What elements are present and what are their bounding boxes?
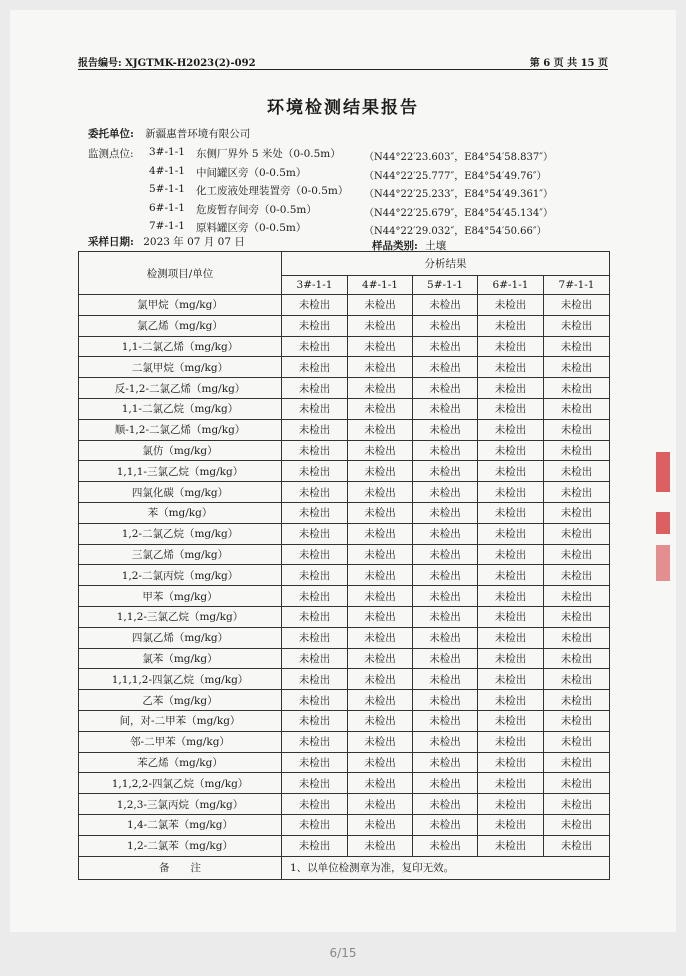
test-item: 1,1,1,2-四氯乙烷（mg/kg） xyxy=(79,669,282,690)
test-item: 1,2-二氯苯（mg/kg） xyxy=(79,835,282,856)
result-cell: 未检出 xyxy=(478,482,544,503)
report-title: 环境检测结果报告 xyxy=(267,98,419,118)
result-cell: 未检出 xyxy=(478,523,544,544)
result-cell: 未检出 xyxy=(282,627,348,648)
result-cell: 未检出 xyxy=(413,398,478,419)
result-cell: 未检出 xyxy=(544,315,610,336)
page-indicator: 6/15 xyxy=(329,946,357,960)
result-cell: 未检出 xyxy=(282,606,348,627)
point-coordinates: （N44°22′25.777″，E84°54′49.76″） xyxy=(364,170,547,182)
result-cell: 未检出 xyxy=(544,794,610,815)
result-cell: 未检出 xyxy=(413,461,478,482)
result-cell: 未检出 xyxy=(282,419,348,440)
table-row xyxy=(79,627,610,648)
test-item: 顺-1,2-二氯乙烯（mg/kg） xyxy=(79,419,282,440)
red-stamp-edge-bottom xyxy=(656,545,670,581)
result-cell: 未检出 xyxy=(478,606,544,627)
result-cell: 未检出 xyxy=(413,627,478,648)
table-row xyxy=(79,544,610,565)
column-header: 5#-1-1 xyxy=(413,276,478,295)
result-cell: 未检出 xyxy=(348,794,413,815)
result-cell: 未检出 xyxy=(544,357,610,378)
result-cell: 未检出 xyxy=(544,419,610,440)
result-cell: 未检出 xyxy=(282,315,348,336)
result-cell: 未检出 xyxy=(348,440,413,461)
result-cell: 未检出 xyxy=(348,357,413,378)
table-row xyxy=(79,690,610,711)
result-cell: 未检出 xyxy=(413,669,478,690)
results-table xyxy=(78,251,610,880)
result-cell: 未检出 xyxy=(544,482,610,503)
result-cell: 未检出 xyxy=(478,627,544,648)
result-cell: 未检出 xyxy=(544,378,610,399)
sampling-date-label: 采样日期: xyxy=(88,236,134,248)
red-stamp-edge-mid xyxy=(656,512,670,534)
result-cell: 未检出 xyxy=(282,710,348,731)
result-cell: 未检出 xyxy=(413,419,478,440)
result-cell: 未检出 xyxy=(413,440,478,461)
result-cell: 未检出 xyxy=(544,523,610,544)
result-cell: 未检出 xyxy=(544,669,610,690)
result-cell: 未检出 xyxy=(348,648,413,669)
result-cell: 未检出 xyxy=(478,461,544,482)
result-cell: 未检出 xyxy=(478,440,544,461)
sample-type-value: 土壤 xyxy=(425,240,447,252)
table-row xyxy=(79,794,610,815)
result-cell: 未检出 xyxy=(413,835,478,856)
result-cell: 未检出 xyxy=(544,752,610,773)
point-coordinates: （N44°22′29.032″，E84°54′50.66″） xyxy=(364,226,547,237)
result-cell: 未检出 xyxy=(478,295,544,316)
result-cell: 未检出 xyxy=(413,773,478,794)
test-item: 甲苯（mg/kg） xyxy=(79,586,282,607)
result-cell: 未检出 xyxy=(282,461,348,482)
test-item: 三氯乙烯（mg/kg） xyxy=(79,544,282,565)
result-cell: 未检出 xyxy=(544,440,610,461)
table-row xyxy=(79,835,610,856)
result-cell: 未检出 xyxy=(544,814,610,835)
point-coordinates: （N44°22′25.233″，E84°54′49.361″） xyxy=(364,189,553,200)
result-cell: 未检出 xyxy=(348,586,413,607)
test-item: 氯苯（mg/kg） xyxy=(79,648,282,669)
result-cell: 未检出 xyxy=(478,669,544,690)
result-cell: 未检出 xyxy=(348,419,413,440)
result-cell: 未检出 xyxy=(544,710,610,731)
point-coordinates: （N44°22′23.603″，E84°54′58.837″） xyxy=(364,152,553,163)
result-cell: 未检出 xyxy=(348,565,413,586)
point-id: 6#-1-1 xyxy=(149,201,185,214)
result-cell: 未检出 xyxy=(413,752,478,773)
result-cell: 未检出 xyxy=(348,295,413,316)
result-cell: 未检出 xyxy=(544,502,610,523)
result-cell: 未检出 xyxy=(478,586,544,607)
table-row xyxy=(79,336,610,357)
result-cell: 未检出 xyxy=(478,544,544,565)
result-cell: 未检出 xyxy=(348,378,413,399)
test-item: 1,1,2-三氯乙烷（mg/kg） xyxy=(79,606,282,627)
result-cell: 未检出 xyxy=(348,835,413,856)
point-id: 7#-1-1 xyxy=(149,220,185,232)
monitoring-label: 监测点位: xyxy=(88,148,134,160)
result-cell: 未检出 xyxy=(282,295,348,316)
result-cell: 未检出 xyxy=(348,315,413,336)
result-header: 分析结果 xyxy=(282,252,610,276)
table-row xyxy=(79,710,610,731)
result-cell: 未检出 xyxy=(348,669,413,690)
result-cell: 未检出 xyxy=(348,482,413,503)
result-cell: 未检出 xyxy=(282,482,348,503)
result-cell: 未检出 xyxy=(413,336,478,357)
test-item: 氯乙烯（mg/kg） xyxy=(79,315,282,336)
test-item: 1,1-二氯乙烷（mg/kg） xyxy=(79,398,282,419)
result-cell: 未检出 xyxy=(348,398,413,419)
test-item: 1,1,1-三氯乙烷（mg/kg） xyxy=(79,461,282,482)
table-row xyxy=(79,814,610,835)
result-cell: 未检出 xyxy=(282,398,348,419)
result-cell: 未检出 xyxy=(413,731,478,752)
sampling-date-line xyxy=(88,234,245,249)
point-description: 中间罐区旁（0-0.5m） xyxy=(196,166,307,179)
table-row xyxy=(79,523,610,544)
test-item: 四氯化碳（mg/kg） xyxy=(79,482,282,503)
result-cell: 未检出 xyxy=(282,544,348,565)
result-cell: 未检出 xyxy=(348,336,413,357)
result-cell: 未检出 xyxy=(282,586,348,607)
test-item: 氯甲烷（mg/kg） xyxy=(79,295,282,316)
result-cell: 未检出 xyxy=(282,523,348,544)
result-cell: 未检出 xyxy=(413,295,478,316)
table-row xyxy=(79,586,610,607)
point-id: 4#-1-1 xyxy=(149,164,185,177)
test-item: 二氯甲烷（mg/kg） xyxy=(79,357,282,378)
test-item: 苯（mg/kg） xyxy=(79,502,282,523)
result-cell: 未检出 xyxy=(348,606,413,627)
result-cell: 未检出 xyxy=(282,773,348,794)
point-coordinates: （N44°22′25.679″，E84°54′45.134″） xyxy=(364,207,553,219)
remarks-text: 1、以单位检测章为准，复印无效。 xyxy=(282,856,610,879)
table-row xyxy=(79,773,610,794)
result-cell: 未检出 xyxy=(478,731,544,752)
result-cell: 未检出 xyxy=(478,648,544,669)
point-id: 3#-1-1 xyxy=(149,146,185,158)
result-cell: 未检出 xyxy=(413,544,478,565)
page-info: 第 6 页 共 15 页 xyxy=(529,58,608,69)
table-row xyxy=(79,502,610,523)
result-cell: 未检出 xyxy=(348,461,413,482)
result-cell: 未检出 xyxy=(478,835,544,856)
table-row xyxy=(79,315,610,336)
test-item: 反-1,2-二氯乙烯（mg/kg） xyxy=(79,378,282,399)
table-row xyxy=(79,295,610,316)
result-cell: 未检出 xyxy=(348,710,413,731)
result-cell: 未检出 xyxy=(348,773,413,794)
result-cell: 未检出 xyxy=(413,315,478,336)
test-item: 1,1-二氯乙烯（mg/kg） xyxy=(79,336,282,357)
result-cell: 未检出 xyxy=(413,482,478,503)
test-item: 苯乙烯（mg/kg） xyxy=(79,752,282,773)
column-header: 7#-1-1 xyxy=(544,276,610,295)
test-item: 1,2,3-三氯丙烷（mg/kg） xyxy=(79,794,282,815)
result-cell: 未检出 xyxy=(348,690,413,711)
test-item: 1,4-二氯苯（mg/kg） xyxy=(79,814,282,835)
result-cell: 未检出 xyxy=(413,648,478,669)
result-cell: 未检出 xyxy=(282,731,348,752)
table-row xyxy=(79,606,610,627)
table-row xyxy=(79,565,610,586)
table-row xyxy=(79,357,610,378)
result-cell: 未检出 xyxy=(348,814,413,835)
result-cell: 未检出 xyxy=(544,336,610,357)
result-cell: 未检出 xyxy=(478,502,544,523)
result-cell: 未检出 xyxy=(348,627,413,648)
item-header: 检测项目/单位 xyxy=(79,252,282,295)
result-cell: 未检出 xyxy=(413,357,478,378)
column-header: 3#-1-1 xyxy=(282,276,348,295)
result-cell: 未检出 xyxy=(282,378,348,399)
result-cell: 未检出 xyxy=(478,398,544,419)
table-row xyxy=(79,752,610,773)
result-cell: 未检出 xyxy=(544,627,610,648)
client-line xyxy=(88,126,250,141)
result-cell: 未检出 xyxy=(413,378,478,399)
result-cell: 未检出 xyxy=(282,752,348,773)
result-cell: 未检出 xyxy=(478,315,544,336)
result-cell: 未检出 xyxy=(478,378,544,399)
sampling-date-value: 2023 年 07 月 07 日 xyxy=(143,236,245,248)
result-cell: 未检出 xyxy=(478,752,544,773)
result-cell: 未检出 xyxy=(282,669,348,690)
client-value: 新疆惠普环境有限公司 xyxy=(145,128,251,140)
point-description: 危废暂存间旁（0-0.5m） xyxy=(196,203,317,216)
table-row xyxy=(79,648,610,669)
result-cell: 未检出 xyxy=(478,814,544,835)
point-description: 化工废液处理装置旁（0-0.5m） xyxy=(196,185,349,197)
result-cell: 未检出 xyxy=(544,295,610,316)
test-item: 氯仿（mg/kg） xyxy=(79,440,282,461)
table-row xyxy=(79,482,610,503)
result-cell: 未检出 xyxy=(478,419,544,440)
table-row xyxy=(79,378,610,399)
column-header: 6#-1-1 xyxy=(478,276,544,295)
result-cell: 未检出 xyxy=(478,773,544,794)
test-item: 乙苯（mg/kg） xyxy=(79,690,282,711)
result-cell: 未检出 xyxy=(282,502,348,523)
table-row xyxy=(79,398,610,419)
result-cell: 未检出 xyxy=(544,565,610,586)
result-cell: 未检出 xyxy=(348,731,413,752)
result-cell: 未检出 xyxy=(544,398,610,419)
result-cell: 未检出 xyxy=(413,710,478,731)
result-cell: 未检出 xyxy=(413,523,478,544)
client-label: 委托单位: xyxy=(88,128,134,140)
result-cell: 未检出 xyxy=(544,606,610,627)
result-cell: 未检出 xyxy=(544,544,610,565)
result-cell: 未检出 xyxy=(544,690,610,711)
result-cell: 未检出 xyxy=(478,690,544,711)
result-cell: 未检出 xyxy=(282,835,348,856)
result-cell: 未检出 xyxy=(282,357,348,378)
point-description: 原料罐区旁（0-0.5m） xyxy=(196,222,307,234)
table-row xyxy=(79,461,610,482)
result-cell: 未检出 xyxy=(282,565,348,586)
result-cell: 未检出 xyxy=(413,586,478,607)
report-header xyxy=(78,49,608,70)
result-cell: 未检出 xyxy=(478,357,544,378)
result-cell: 未检出 xyxy=(282,440,348,461)
red-stamp-edge-top xyxy=(656,452,670,492)
result-cell: 未检出 xyxy=(348,544,413,565)
point-description: 东侧厂界外 5 米处（0-0.5m） xyxy=(196,148,341,160)
result-cell: 未检出 xyxy=(544,773,610,794)
result-cell: 未检出 xyxy=(348,752,413,773)
test-item: 间，对-二甲苯（mg/kg） xyxy=(79,710,282,731)
test-item: 1,2-二氯丙烷（mg/kg） xyxy=(79,565,282,586)
result-cell: 未检出 xyxy=(282,336,348,357)
report-number: 报告编号: XJGTMK-H2023(2)-092 xyxy=(78,58,256,69)
result-cell: 未检出 xyxy=(413,814,478,835)
result-cell: 未检出 xyxy=(478,794,544,815)
result-cell: 未检出 xyxy=(478,710,544,731)
result-cell: 未检出 xyxy=(413,565,478,586)
result-cell: 未检出 xyxy=(348,523,413,544)
test-item: 邻-二甲苯（mg/kg） xyxy=(79,731,282,752)
table-row xyxy=(79,669,610,690)
table-row xyxy=(79,419,610,440)
test-item: 1,1,2,2-四氯乙烷（mg/kg） xyxy=(79,773,282,794)
remarks-label: 备 注 xyxy=(79,856,282,879)
test-item: 四氯乙烯（mg/kg） xyxy=(79,627,282,648)
result-cell: 未检出 xyxy=(544,461,610,482)
result-cell: 未检出 xyxy=(544,835,610,856)
result-cell: 未检出 xyxy=(413,502,478,523)
result-cell: 未检出 xyxy=(282,794,348,815)
result-cell: 未检出 xyxy=(282,648,348,669)
result-cell: 未检出 xyxy=(544,731,610,752)
result-cell: 未检出 xyxy=(413,794,478,815)
result-cell: 未检出 xyxy=(478,565,544,586)
column-header: 4#-1-1 xyxy=(348,276,413,295)
point-id: 5#-1-1 xyxy=(149,183,185,195)
result-cell: 未检出 xyxy=(348,502,413,523)
result-cell: 未检出 xyxy=(544,648,610,669)
test-item: 1,2-二氯乙烷（mg/kg） xyxy=(79,523,282,544)
table-row xyxy=(79,731,610,752)
table-row xyxy=(79,440,610,461)
result-cell: 未检出 xyxy=(282,690,348,711)
sample-type-label: 样品类别: xyxy=(372,240,418,252)
result-cell: 未检出 xyxy=(413,606,478,627)
result-cell: 未检出 xyxy=(282,814,348,835)
result-cell: 未检出 xyxy=(544,586,610,607)
result-cell: 未检出 xyxy=(413,690,478,711)
result-cell: 未检出 xyxy=(478,336,544,357)
